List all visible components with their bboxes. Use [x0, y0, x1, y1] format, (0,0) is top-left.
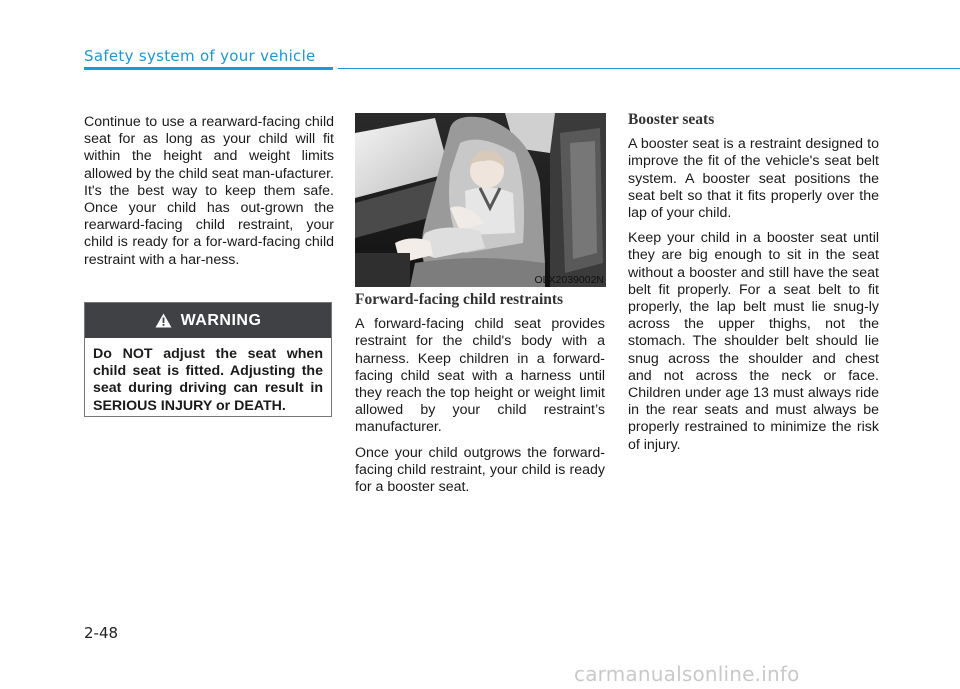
warning-header [85, 303, 331, 338]
page-number: 2-48 [84, 624, 119, 642]
watermark: carmanualsonline.info [574, 662, 800, 686]
booster-paragraph-1: A booster seat is a restraint designed to improve the fit of the vehicle's seat belt system. A booster seat positions the seat belt so that it fits properly over the lap of your child. [628, 136, 879, 222]
warning-title: WARNING [180, 311, 262, 329]
header-rule [338, 68, 960, 69]
figure-code: OLX2039002N [534, 274, 604, 286]
forward-facing-paragraph-2: Once your child outgrows the forward-facing child restraint, your child is ready for a booster seat. [355, 444, 605, 496]
warning-box [84, 302, 332, 417]
column-left [84, 114, 334, 277]
column-middle [355, 291, 605, 504]
child-seat-illustration [355, 113, 606, 287]
column-right [628, 111, 879, 462]
child-seat-photo [355, 113, 606, 287]
booster-heading: Booster seats [628, 111, 715, 128]
forward-facing-heading: Forward-facing child restraints [355, 291, 564, 308]
warning-triangle-icon [155, 313, 172, 328]
forward-facing-paragraph-1: A forward-facing child seat provides restraint for the child's body with a harness. Keep children in a forward-facing child seat with a harness until they reach the top height or weight limit allowed by your child restraint’s manufacturer. [355, 316, 605, 436]
booster-paragraph-2: Keep your child in a booster seat until they are big enough to sit in the seat without a booster and still have the seat belt fit properly. For a seat belt to fit properly, the lap belt must lie snug-ly across the upper thighs, not the stomach. The shoulder belt should lie snug across the shoulder and chest and not across the neck or face. Children under age 13 must always ride in the rear seats and must always be properly restrained to minimize the risk of injury. [628, 230, 879, 453]
warning-text: Do NOT adjust the seat when child seat is fitted. Adjusting the seat during driving can result in SERIOUS INJURY or DEATH. [93, 346, 323, 414]
header-rule-accent [84, 67, 333, 70]
intro-paragraph: Continue to use a rearward-facing child seat for as long as your child will fit within the height and weight limits allowed by the child seat man-ufacturer. It's the best way to keep them safe. Once your child has out-grown the rearward-facing child restraint, your child is ready for a for-ward-facing child restraint with a har-ness. [84, 114, 334, 268]
section-title: Safety system of your vehicle [84, 47, 316, 65]
